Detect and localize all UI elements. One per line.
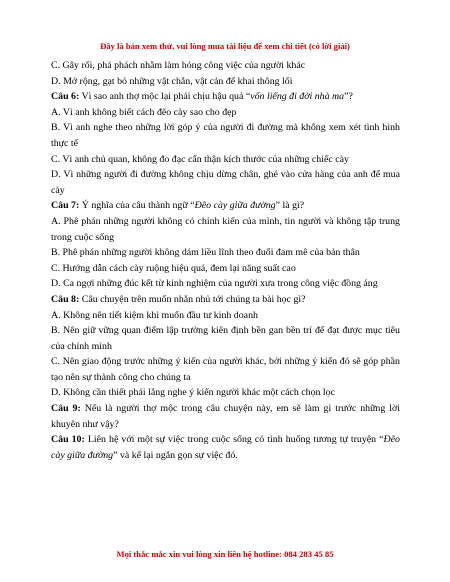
question-7-text-a: Ý nghĩa của câu thành ngữ “ [79, 200, 195, 212]
question-7-text-b: ” là gì? [275, 200, 305, 212]
question-8-option-d: D. Không cần thiết phải lắng nghe ý kiến người khác một cách chọn lọc [51, 387, 335, 399]
question-6-option-d: D. Vì những người đi đường không chịu dừng chân, ghé vào cửa hàng của anh để mua cày [51, 169, 400, 196]
question-8-option-a: A. Không nên tiết kiệm khi muốn đầu tư kinh doanh [51, 309, 258, 321]
question-10-text-a: Liên hệ với một sự việc trong cuộc sống có tình huống tương tự truyện “ [84, 434, 384, 446]
question-10-text-b: ” và kể lại ngắn gọn sự việc đó. [113, 449, 238, 461]
question-7-option-a: A. Phê phán những người không có chính kiến của mình, tin người và không tập trung trong cuộc sống [51, 215, 400, 243]
option-d-previous: D. Mở rộng, gạt bỏ những vật chắn, vật cản để khai thông lối [51, 75, 293, 87]
question-8-text: Câu chuyện trên muốn nhắn nhủ tới chúng ta bài học gì? [79, 293, 306, 305]
question-7 [51, 198, 400, 214]
question-6-quote: vốn liếng đi đời nhà ma [250, 91, 345, 103]
question-8-option-b: B. Nên giữ vững quan điểm lập trường kiên định bền gan bền trí để đạt được mục tiêu của chính mình [51, 325, 400, 352]
question-6-option-c: C. Vì anh chủ quan, không đo đạc cẩn thận kích thước của những chiếc cày [51, 153, 349, 165]
question-10 [51, 432, 400, 463]
document-body [51, 58, 400, 463]
question-10-label: Câu 10: [51, 434, 85, 446]
question-6-option-a: A. Vì anh không biết cách đẽo cày sao cho đẹp [51, 106, 237, 118]
question-6-option-b: B. Vì anh nghe theo những lời góp ý của người đi đường mà không xem xét tình hình thực tế [51, 122, 400, 149]
question-9 [51, 401, 400, 432]
question-6-text-b: ”? [344, 91, 353, 103]
question-6 [51, 89, 400, 105]
hotline-footer: Mọi thắc mắc xin vui lòng xin liên hệ hotline: 084 283 45 85 [116, 549, 334, 559]
question-7-quote: Đẽo cày giữa đường [194, 200, 276, 212]
question-8-option-c: C. Nên giao động trước những ý kiến của người khác, bởi những ý kiến đó sẽ góp phần tạo nên sự thành công cho chúng ta [51, 356, 400, 383]
question-9-text: Nếu là người thợ mộc trong câu chuyện này, em sẽ làm gì trước những lời khuyên như vậy? [51, 403, 400, 430]
question-7-label: Câu 7: [51, 200, 80, 212]
question-6-text-a: Vì sao anh thợ mộc lại phải chịu hậu quả “ [79, 91, 251, 103]
preview-notice-banner: Đây là bản xem thử, vui lòng mua tài liệu để xem chi tiết (có lời giải) [100, 41, 350, 51]
question-8 [51, 292, 400, 308]
question-7-option-c: C. Hướng dẫn cách cày ruộng hiệu quả, đem lại năng suất cao [51, 262, 296, 274]
question-10-quote: Đẽo cày giữa đường [51, 434, 400, 461]
question-8-label: Câu 8: [51, 293, 80, 305]
question-7-option-b: B. Phê phán những người không dám liều lĩnh theo đuổi đam mê của bản thân [51, 247, 360, 259]
question-7-option-d: D. Ca ngợi những đúc kết từ kinh nghiệm của người xưa trong công việc đồng áng [51, 278, 378, 290]
option-c-previous: C. Gây rối, phá phách nhằm làm hỏng công việc của người khác [51, 60, 306, 71]
question-9-label: Câu 9: [51, 403, 81, 415]
question-6-label: Câu 6: [51, 91, 80, 103]
